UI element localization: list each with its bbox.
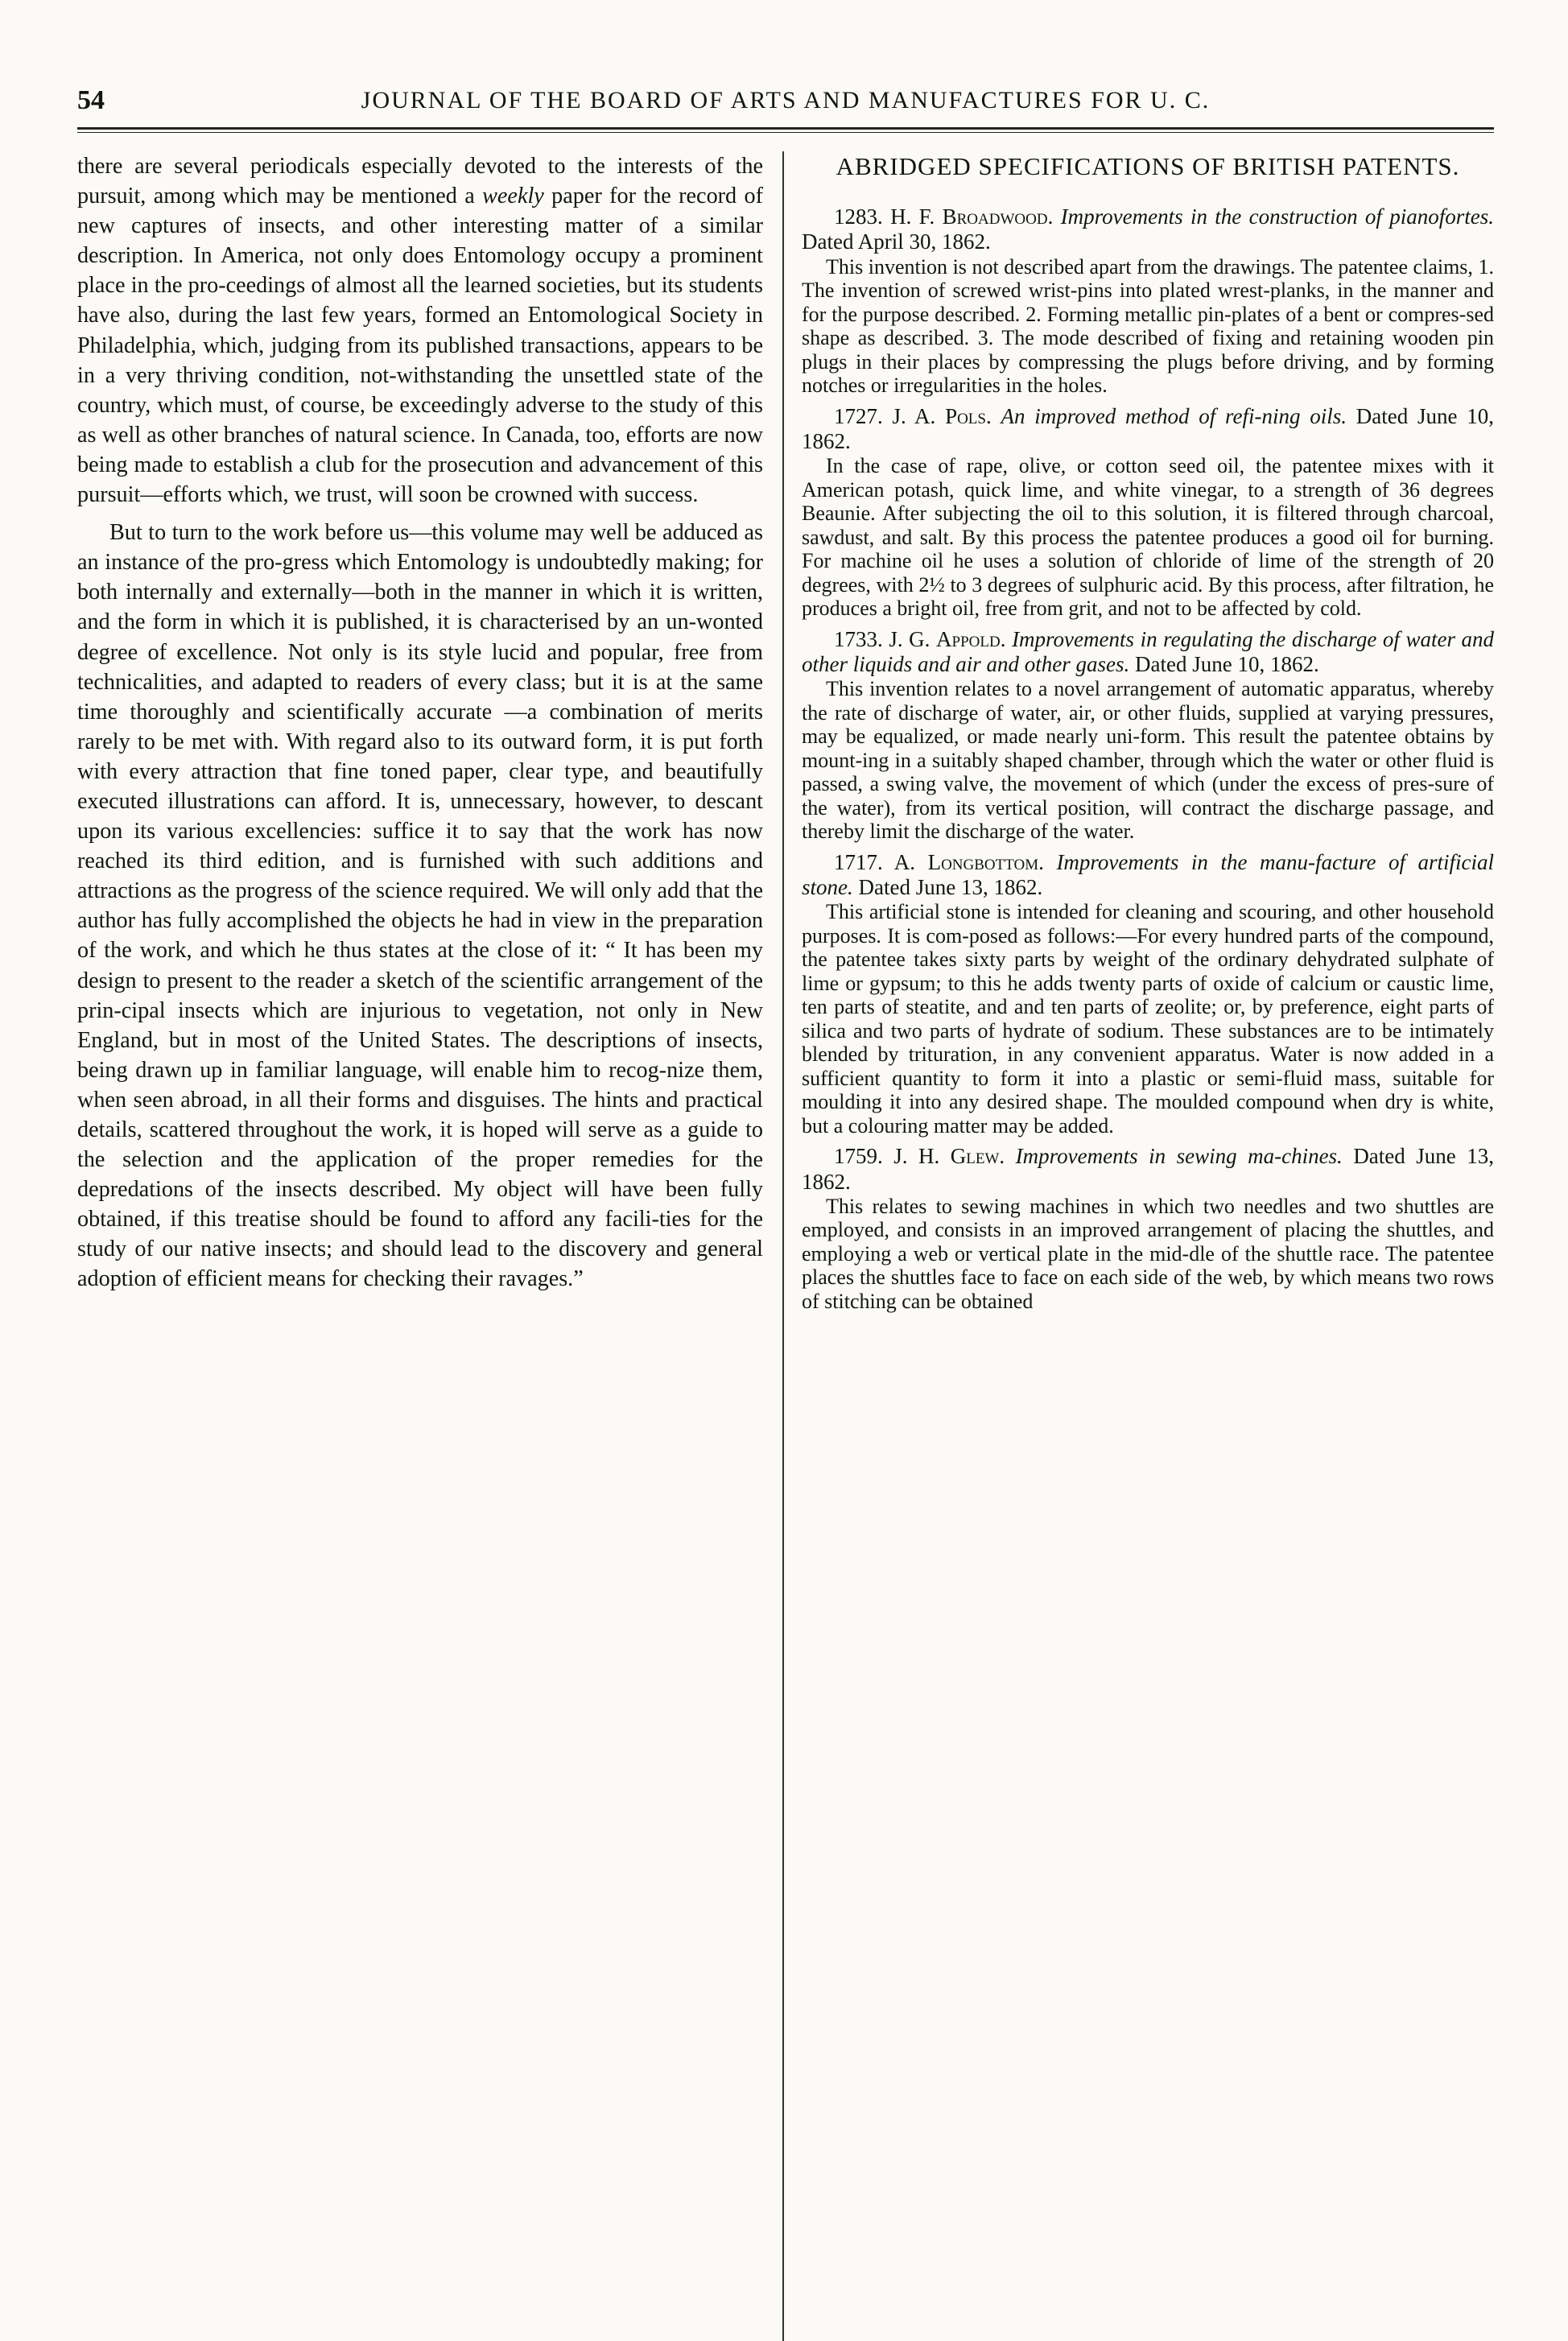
paragraph-text: paper for the record of new captures of insects, and other interesting matter of a similar description. In America, not only does Entomology occupy a prominent place in the pro-ceedings of almost all the learned societies, but its students have also, during the last few years, formed an Entomological Society in Philadelphia, which, judging from its published transactions, appears to be in a very thriving condition, not-withstanding the unsettled state of the country, which must, of course, be exceedingly adverse to the study of this as well as other branches of natural science. In Canada, too, efforts are now being made to establish a club for the prosecution and advancement of this pursuit—efforts which, we trust, will soon be crowned with success. xyxy=(77,184,763,508)
patent-surname: Pols. xyxy=(945,403,992,428)
patent-date: Dated June 10, 1862. xyxy=(802,403,1494,453)
patent-body: This relates to sewing machines in which two needles and two shuttles are employed, and consists in an improved arrangement of placing the shuttles, and employing a web or vertical plate in the mid-dle of the shuttle race. The patentee places the shuttles face to face on each side of the web, by which means two rows of stitching can be obtained xyxy=(802,1194,1494,1313)
left-column xyxy=(77,151,763,2270)
page-number: 54 xyxy=(77,85,105,115)
patent-initials: A. xyxy=(893,849,916,874)
patent-heading xyxy=(802,627,1494,678)
patent-initials: J. H. xyxy=(893,1144,940,1169)
right-column xyxy=(802,151,1494,2270)
header-rule xyxy=(77,127,1494,133)
patent-title: An improved method of refi-ning oils. xyxy=(1001,403,1347,428)
patent-date: Dated June 10, 1862. xyxy=(1135,651,1319,676)
page-columns xyxy=(77,151,1494,2270)
patent-number: 1759. xyxy=(834,1144,883,1169)
patent-title: Improvements in sewing ma-chines. xyxy=(1015,1144,1343,1169)
patent-entry xyxy=(802,850,1494,1138)
patent-surname: Glew. xyxy=(950,1144,1005,1169)
patent-heading xyxy=(802,850,1494,901)
patent-heading xyxy=(802,1144,1494,1195)
patent-date: Dated June 13, 1862. xyxy=(802,1144,1494,1194)
patent-initials: H. F. xyxy=(890,204,935,229)
patent-body: This invention is not described apart from the drawings. The patentee claims, 1. The invention of screwed wrist-pins into plated wrest-planks, in the manner and for the purpose described. 2. Forming metallic pin-plates of a bent or compres-sed shape as described. 3. The mode described of fixing and retaining wooden pin plugs in their places by compressing the plugs before driving, and by forming notches or irregularities in the holes. xyxy=(802,254,1494,398)
patent-surname: Broadwood. xyxy=(942,204,1054,229)
patent-body: This invention relates to a novel arrangement of automatic apparatus, whereby the rate of discharge of water, air, or other fluids, supplied at varying pressures, may be equalized, or made nearly uni-form. This result the patentee obtains by mount-ing in a suitably shaped chamber, through which the water or other fluid is passed, a swing valve, the movement of which (under the excess of pres-sure of the water), from its vertical position, will contract the discharge passage, and thereby limit the discharge of the water. xyxy=(802,677,1494,844)
patent-title: Improvements in regulating the discharge of water and other liquids and air and other gases. xyxy=(802,626,1494,676)
patent-heading xyxy=(802,404,1494,455)
patent-number: 1727. xyxy=(834,403,883,428)
running-head: JOURNAL OF THE BOARD OF ARTS AND MANUFACTURES FOR U. C. xyxy=(361,87,1211,114)
patent-number: 1717. xyxy=(834,849,883,874)
patent-initials: J. A. xyxy=(892,403,936,428)
section-title: ABRIDGED SPECIFICATIONS OF BRITISH PATENTS. xyxy=(836,152,1460,180)
column-divider xyxy=(782,151,784,2341)
patent-body: This artificial stone is intended for cleaning and scouring, and other household purposes. It is com-posed as follows:—For every hundred parts of the compound, the patentee takes sixty parts by weight of the ordinary dehydrated sulphate of lime or gypsum; to this he adds twenty parts of oxide of calcium or caustic lime, ten parts of steatite, and and ten parts of zeolite; or, by preference, eight parts of silica and two parts of hydrate of sodium. These substances are to be intimately blended by trituration, in any convenient apparatus. Water is now added in a sufficient quantity to form it into a plastic or semi-fluid mass, suitable for moulding it into any desired shape. The moulded compound when dry is white, but a colouring matter may be added. xyxy=(802,900,1494,1137)
journal-page xyxy=(77,81,1494,2270)
patent-title: Improvements in the manu-facture of artificial stone. xyxy=(802,849,1494,900)
patent-surname: Appold. xyxy=(936,626,1006,651)
page-header xyxy=(77,81,1494,132)
patent-entry xyxy=(802,1144,1494,1313)
patent-entry xyxy=(802,404,1494,621)
patent-surname: Longbottom. xyxy=(927,849,1044,874)
patent-entry xyxy=(802,204,1494,398)
patent-number: 1283. xyxy=(834,204,883,229)
patent-entry xyxy=(802,627,1494,844)
emphasis-weekly: weekly xyxy=(482,184,544,209)
patent-date: Dated June 13, 1862. xyxy=(858,875,1043,900)
left-paragraph-2: But to turn to the work before us—this volume may well be adduced as an instance of the pro-gress which Entomology is undoubtedly making; for both internally and externally—both in the manner in which it is written, and the form in which it is published, it is characterised by an un-wonted degree of excellence. Not only is its style lucid and popular, free from technicalities, and adapted to readers of every class; but it is at the same time thoroughly and scientifically accurate —a combination of merits rarely to be met with. With regard also to its outward form, it is put forth with every attraction that fine toned paper, clear type, and beautifully executed illustrations can afford. It is, unnecessary, however, to descant upon its various excellencies: suffice it to say that the work has now reached its third edition, and is furnished with such additions and attractions as the progress of the science required. We will only add that the author has fully accomplished the objects he had in view in the preparation of the work, and which he thus states at the close of it: “ It has been my design to present to the reader a sketch of the scientific arrangement of the prin-cipal insects which are injurious to vegetation, not only in New England, but in most of the United States. The descriptions of insects, being drawn up in familiar language, will enable him to recog-nize them, when seen abroad, in all their forms and disguises. The hints and practical details, scattered throughout the work, it is hoped will serve as a guide to the selection and the application of the proper remedies for the depredations of the insects described. My object will have been fully obtained, if this treatise should be found to afford any facili-ties for the study of our native insects; and should lead to the discovery and general adoption of efficient means for checking their ravages.” xyxy=(77,520,763,1292)
paragraph-text: there are several periodicals especially devoted to the interests of the pursuit, among which may be mentioned a xyxy=(77,154,763,209)
patent-number: 1733. xyxy=(834,626,883,651)
patent-heading xyxy=(802,204,1494,255)
left-paragraph-1 xyxy=(77,151,763,510)
patent-body: In the case of rape, olive, or cotton seed oil, the patentee mixes with it American potash, quick lime, and white vinegar, to a strength of 36 degrees Beaunie. After subjecting the oil to this solution, it is filtered through charcoal, sawdust, and salt. By this process the patentee produces a good oil for burning. For machine oil he uses a solution of chloride of lime of the strength of 20 degrees, with 2½ to 3 degrees of sulphuric acid. By this process, after filtration, he produces a bright oil, free from grit, and not to be affected by cold. xyxy=(802,454,1494,621)
patent-initials: J. G. xyxy=(889,626,930,651)
patent-title: Improvements in the construction of pianofortes. xyxy=(1060,204,1494,229)
patent-date: Dated April 30, 1862. xyxy=(802,229,991,254)
